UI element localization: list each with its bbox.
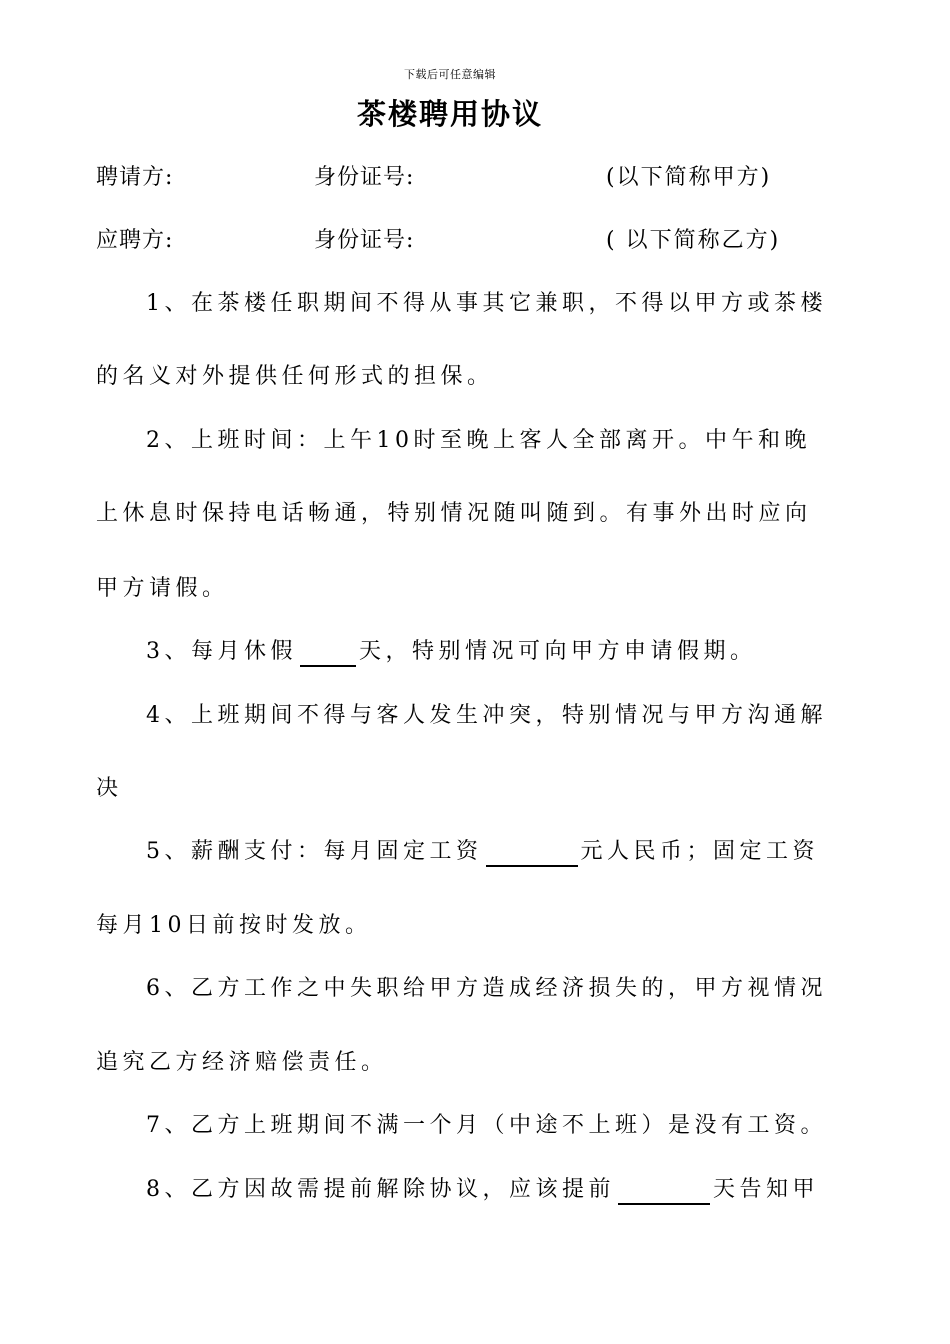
clause-1-line-1: 1、在茶楼任职期间不得从事其它兼职，不得以甲方或茶楼 [146, 291, 827, 316]
employer-label: 聘请方: [96, 165, 174, 190]
employer-line [96, 163, 796, 193]
employer-id-label: 身份证号: [314, 165, 415, 190]
clause-4-line-1: 4、上班期间不得与客人发生冲突，特别情况与甲方沟通解 [146, 703, 827, 728]
clause-8 [146, 1175, 819, 1205]
clause-2-line-1: 2、上班时间：上午10时至晚上客人全部离开。中午和晚 [146, 428, 811, 453]
clause-5-line-2: 每月10日前按时发放。 [96, 913, 372, 938]
clause-1-line-2: 的名义对外提供任何形式的担保。 [96, 364, 494, 389]
clause-2-line-2: 上休息时保持电话畅通，特别情况随叫随到。有事外出时应向 [96, 501, 812, 526]
clause-3-text-after: 天，特别情况可向甲方申请假期。 [359, 639, 757, 664]
clause-3 [146, 637, 757, 667]
notice-days-blank [618, 1179, 710, 1205]
clause-6-line-2: 追究乙方经济赔偿责任。 [96, 1050, 388, 1075]
clause-7: 7、乙方上班期间不满一个月（中途不上班）是没有工资。 [146, 1113, 827, 1138]
employer-note: (以下简称甲方) [606, 165, 772, 190]
clause-2-line-3: 甲方请假。 [96, 576, 229, 601]
document-title: 茶楼聘用协议 [356, 97, 543, 131]
salary-blank [486, 841, 578, 867]
employee-note: ( 以下简称乙方) [606, 228, 781, 253]
employee-label: 应聘方: [96, 228, 174, 253]
clause-4-line-2: 决 [96, 776, 123, 801]
vacation-days-blank [300, 641, 356, 667]
clause-6-line-1: 6、乙方工作之中失职给甲方造成经济损失的，甲方视情况 [146, 976, 827, 1001]
clause-3-text-before: 3、每月休假 [146, 639, 297, 664]
clause-8-text-before: 8、乙方因故需提前解除协议，应该提前 [146, 1177, 615, 1202]
clause-5-text-after: 元人民币；固定工资 [580, 839, 820, 864]
clause-8-text-after: 天告知甲 [713, 1177, 820, 1202]
clause-5-line-1 [146, 837, 819, 867]
clause-5-text-before: 5、薪酬支付：每月固定工资 [146, 839, 483, 864]
header-note: 下载后可任意编辑 [404, 68, 496, 81]
employee-id-label: 身份证号: [314, 228, 415, 253]
employee-line [96, 226, 796, 256]
